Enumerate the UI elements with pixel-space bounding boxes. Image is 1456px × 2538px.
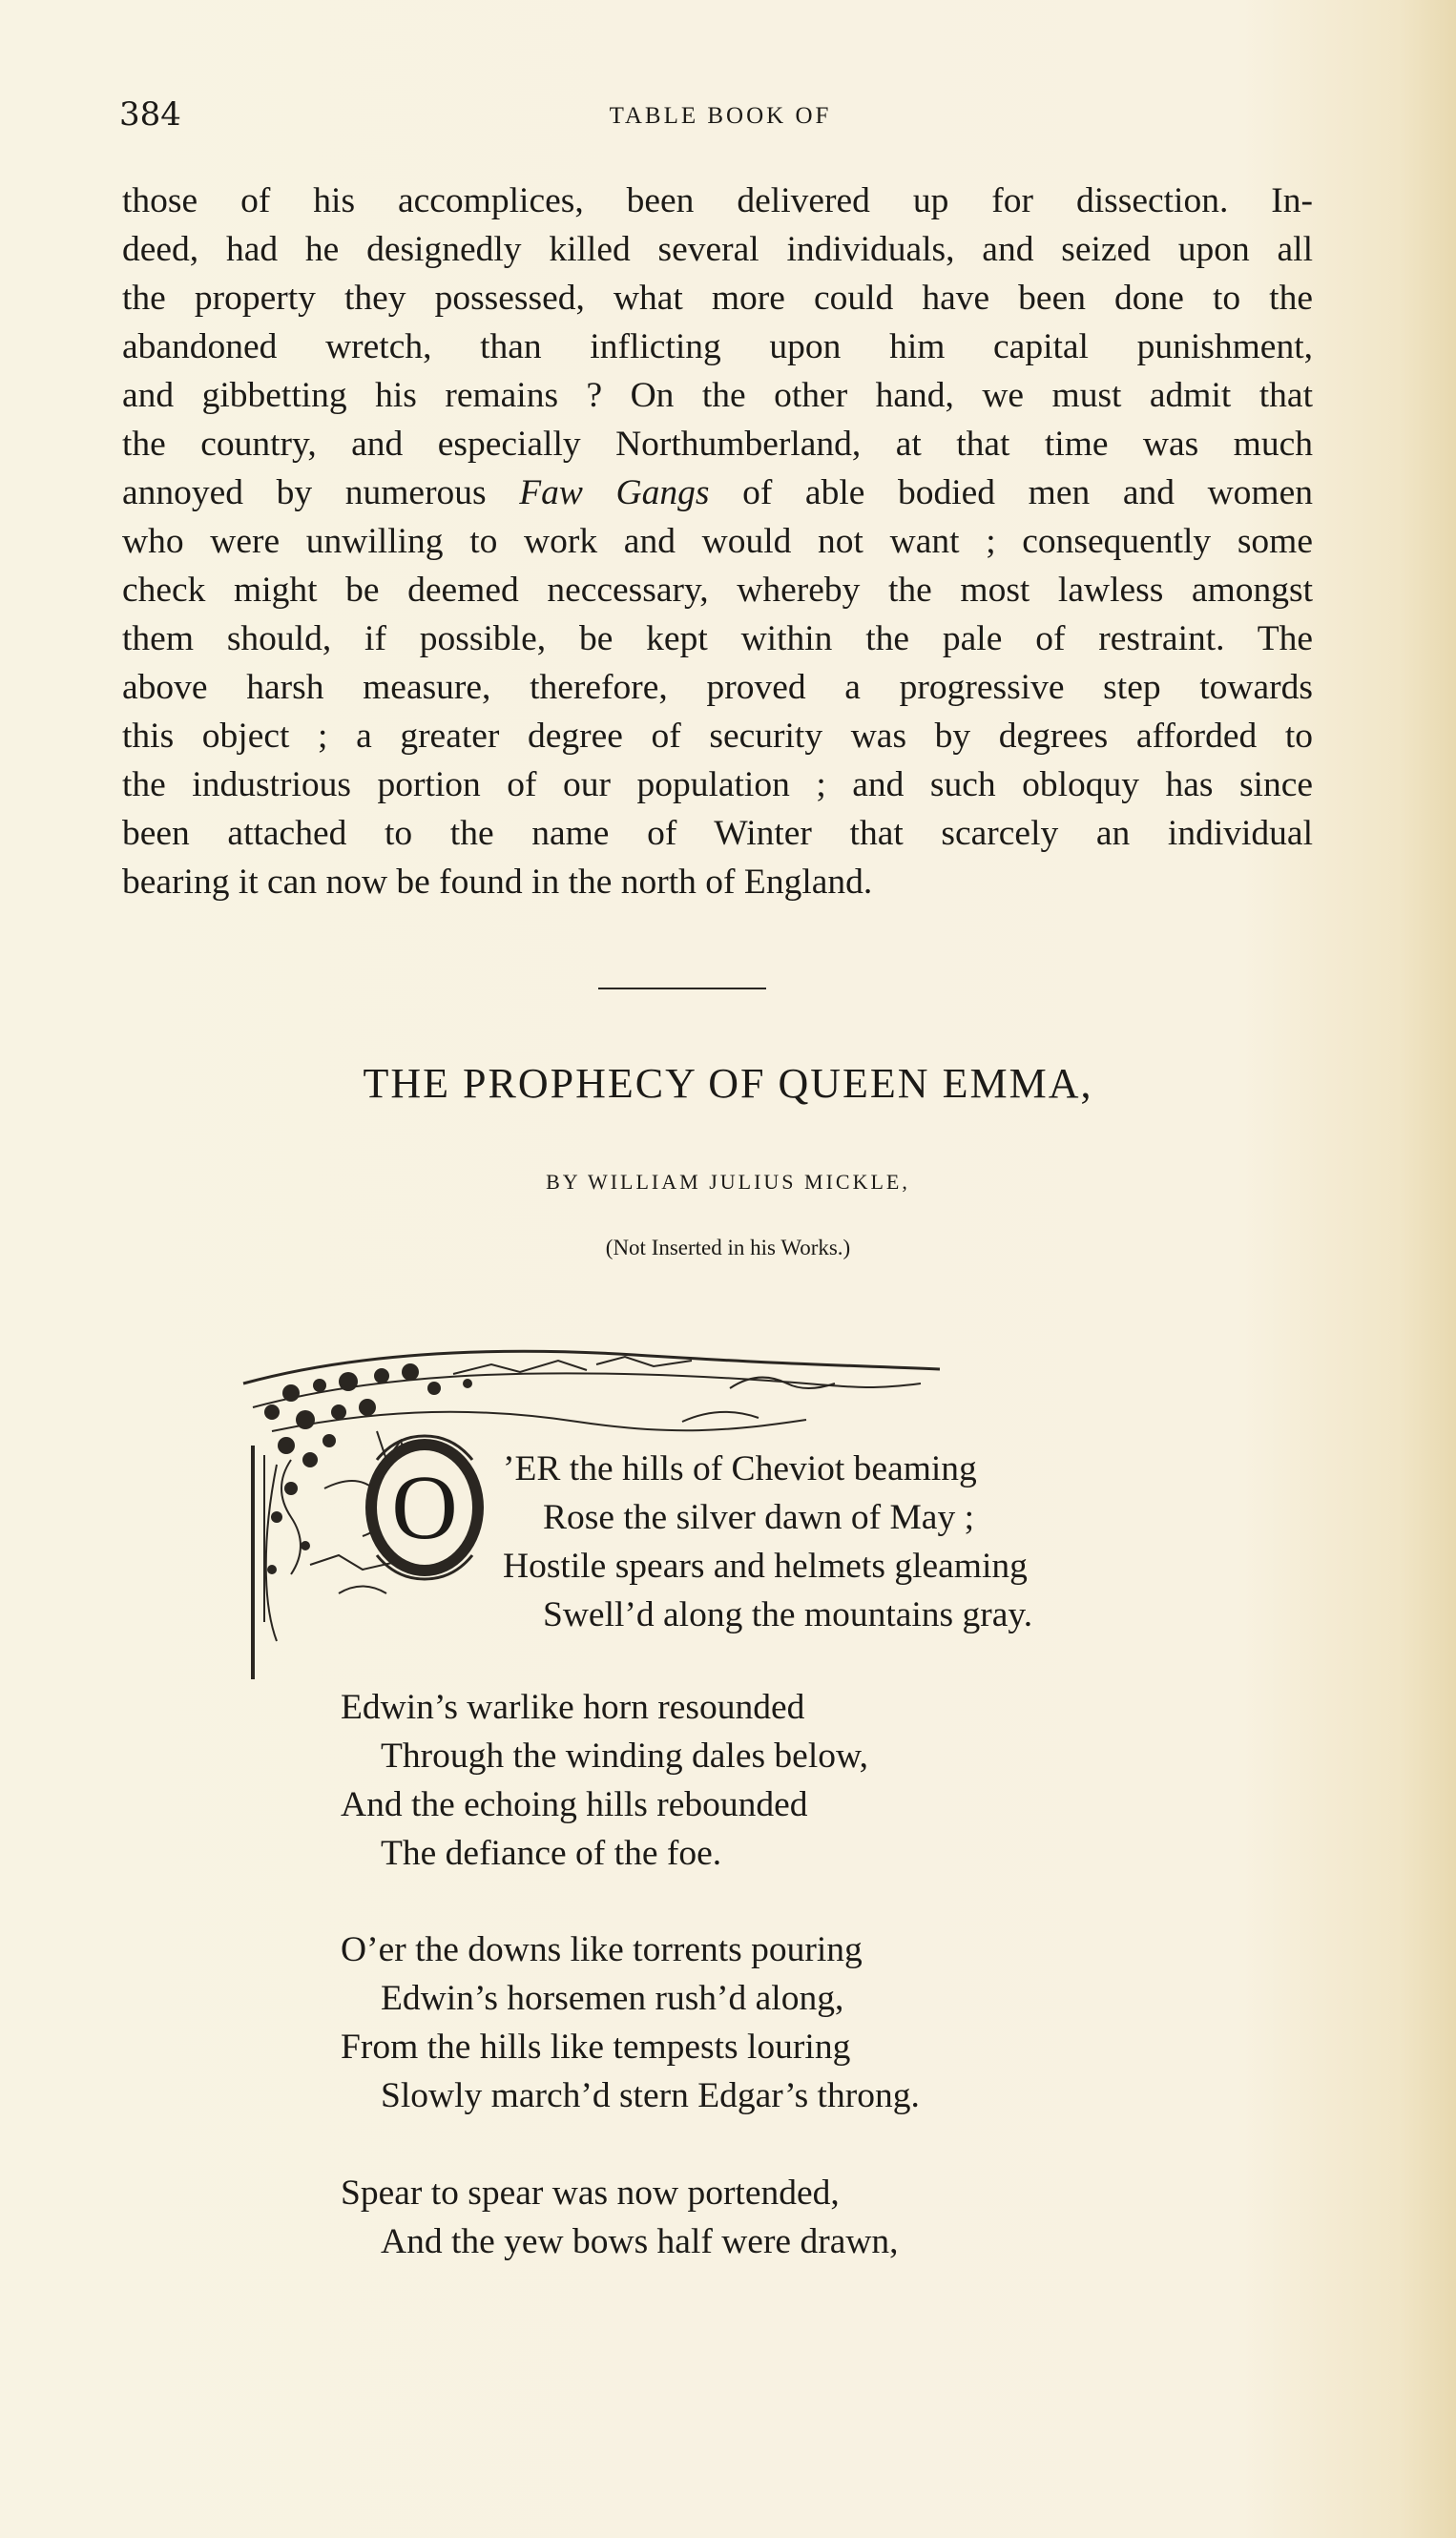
poem-byline: BY WILLIAM JULIUS MICKLE, — [546, 1170, 910, 1194]
drop-cap-letter: O — [391, 1456, 458, 1558]
prose-line: been attached to the name of Winter that scarcely an individual — [122, 814, 1313, 853]
italic-term: Faw Gangs — [519, 473, 710, 512]
verse-line: ’ER the hills of Cheviot beaming — [503, 1449, 977, 1488]
prose-line: and gibbetting his remains ? On the other hand, we must admit that — [122, 376, 1313, 415]
verse-line: And the yew bows half were drawn, — [381, 2222, 899, 2261]
verse-line: Rose the silver dawn of May ; — [543, 1498, 974, 1537]
prose-paragraph — [122, 177, 1313, 906]
prose-line: this object ; a greater degree of security was by degrees afforded to — [122, 717, 1313, 756]
verse-line: Edwin’s warlike horn resounded — [341, 1688, 805, 1727]
verse-line: Edwin’s horsemen rush’d along, — [381, 1979, 844, 2018]
prose-line: who were unwilling to work and would not want ; consequently some — [122, 522, 1313, 561]
page-header — [119, 95, 1321, 143]
section-divider — [598, 988, 766, 989]
prose-line: them should, if possible, be kept within the pale of restraint. The — [122, 619, 1313, 658]
prose-line: bearing it can now be found in the north of England. — [122, 863, 873, 902]
prose-text: of able bodied men and women — [742, 473, 1313, 512]
prose-line: above harsh measure, therefore, proved a progressive step towards — [122, 668, 1313, 707]
verse-line: From the hills like tempests louring — [341, 2028, 851, 2067]
poem-note: (Not Inserted in his Works.) — [605, 1236, 851, 1259]
verse-line: Through the winding dales below, — [381, 1737, 869, 1776]
prose-line-faw-gangs — [122, 468, 1313, 517]
verse-line: Slowly march’d stern Edgar’s throng. — [381, 2076, 920, 2115]
verse-line: Hostile spears and helmets gleaming — [503, 1547, 1028, 1586]
verse-line: Swell’d along the mountains gray. — [543, 1595, 1033, 1634]
running-head: TABLE BOOK OF — [609, 103, 832, 129]
prose-line: check might be deemed neccessary, whereby the most lawless amongst — [122, 571, 1313, 610]
verse-line: Spear to spear was now portended, — [341, 2174, 840, 2213]
prose-line: the industrious portion of our population ; and such obloquy has since — [122, 765, 1313, 804]
verse-line: O’er the downs like torrents pouring — [341, 1930, 863, 1969]
prose-text: annoyed by numerous — [122, 473, 487, 512]
verse-line: And the echoing hills rebounded — [341, 1785, 808, 1824]
prose-line: the country, and especially Northumberland, at that time was much — [122, 425, 1313, 464]
page-number: 384 — [119, 95, 181, 134]
poem-stanza-2 — [341, 1683, 868, 1878]
poem-title: THE PROPHECY OF QUEEN EMMA, — [363, 1060, 1093, 1107]
prose-line: the property they possessed, what more could have been done to the — [122, 279, 1313, 318]
poem-stanza-3 — [341, 1925, 920, 2120]
prose-line: abandoned wretch, than inflicting upon him capital punishment, — [122, 327, 1313, 366]
prose-line: deed, had he designedly killed several individuals, and seized upon all — [122, 230, 1313, 269]
poem-stanza-1 — [503, 1445, 1032, 1639]
poem-stanza-4 — [341, 2169, 899, 2266]
verse-line: The defiance of the foe. — [381, 1834, 722, 1873]
prose-line: those of his accomplices, been delivered up for dissection. In- — [122, 181, 1313, 220]
